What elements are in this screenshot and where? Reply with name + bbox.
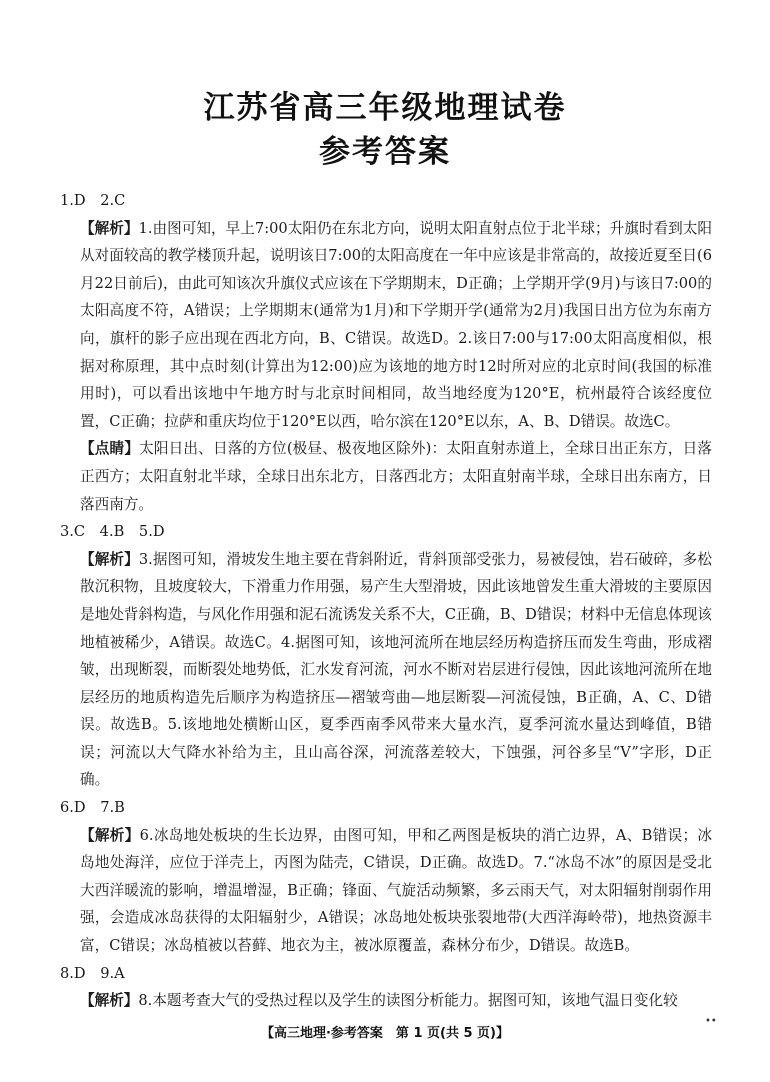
analysis-tag: 【解析】 [80,550,139,568]
analysis-text: 1.由图可知，早上7:00太阳仍在东北方向，说明太阳直射点位于北半球；升旗时看到太阳从对面较高的教学楼顶升起，说明该日7:00的太阳高度在一年中应该是非常高的，故接近夏至日(6月22日前后)，由此可知该次升旗仪式应该在下学期期末，D正确；上学期开学(9月)与该日7:00的太阳高度不符，A错误；上学期期末(通常为1月)和下学期开学(通常为2月)我国日出方位为东南方向，旗杆的影子应出现在西北方向，B、C错误。故选D。2.该日7:00与17:00太阳高度相似，根据对称原理，其中点时刻(计算出为12:00)应为该地的地方时12时所对应的北京时间(我国的标准用时)，可以看出该地中午地方时与北京时间相同，故当地经度为120°E，杭州最符合该经度位置，C正确；拉萨和重庆均位于120°E以西，哈尔滨在120°E以东，A、B、D错误。故选C。 [80,219,712,430]
analysis-tag: 【解析】 [80,219,139,237]
answer-line: 1.D 2.C [60,192,126,209]
answer-content [60,187,712,1015]
page-footer: 【高三地理·参考答案 第 1 页(共 5 页)】 [260,1026,510,1041]
page-title: 江苏省高三年级地理试卷 [203,90,567,126]
answer-line: 6.D 7.B [60,799,125,817]
answer-line: 8.D 9.A [60,964,125,982]
tip-text: 太阳日出、日落的方位(极昼、极夜地区除外)：太阳直射赤道上，全球日出正东方，日落正西方；太阳直射北半球，全球日出东北方，日落西北方；太阳直射南半球，全球日出东南方，日落西南方。 [80,440,712,513]
analysis-tag: 【解析】 [80,826,140,844]
analysis-text: 6.冰岛地处板块的生长边界，由图可知，甲和乙两图是板块的消亡边界，A、B错误；冰岛地处海洋，应位于洋壳上，丙图为陆壳，C错误，D正确。故选D。7.“冰岛不冰”的原因是受北大西洋暖流的影响，增温增湿，B正确；锋面、气旋活动频繁，多云雨天气，对太阳辐射削弱作用强，会造成冰岛获得的太阳辐射少，A错误；冰岛地处板块张裂地带(大西洋海岭带)，地热资源丰富，C错误；冰岛植被以苔藓、地衣为主，被冰原覆盖，森林分布少，D错误。故选B。 [80,826,712,955]
tip-block [60,435,712,518]
tip-tag: 【点睛】 [80,440,140,458]
analysis-text: 8.本题考查大气的受热过程以及学生的读图分析能力。据图可知，该地气温日变化较 [138,992,678,1010]
analysis-block [60,987,712,1015]
page-subtitle: 参考答案 [319,134,451,170]
analysis-block [60,215,712,436]
answer-line: 3.C 4.B 5.D [60,523,165,541]
analysis-text: 3.据图可知，滑坡发生地主要在背斜附近，背斜顶部受张力，易被侵蚀，岩石破碎，多松散沉积物，且坡度较大，下滑重力作用强，易产生大型滑坡，因此该地曾发生重大滑坡的主要原因是地处背斜构造，与风化作用强和泥石流诱发关系不大，C正确，B、D错误；材料中无信息体现该地植被稀少，A错误。故选C。4.据图可知，该地河流所在地层经历构造挤压而发生弯曲，形成褶皱，出现断裂，而断裂处地势低，汇水发育河流，河水不断对岩层进行侵蚀，因此该地河流所在地层经历的地质构造先后顺序为构造挤压—褶皱弯曲—地层断裂—河流侵蚀，B正确，A、C、D错误。故选B。5.该地地处横断山区，夏季西南季风带来大量水汽，夏季河流水量达到峰值，B错误；河流以大气降水补给为主，且山高谷深，河流落差较大，下蚀强，河谷多呈“V”字形，D正确。 [80,550,712,789]
analysis-block [60,822,712,960]
analysis-tag: 【解析】 [80,992,139,1010]
corner-mark: •• [705,1016,717,1027]
analysis-block [60,546,712,794]
